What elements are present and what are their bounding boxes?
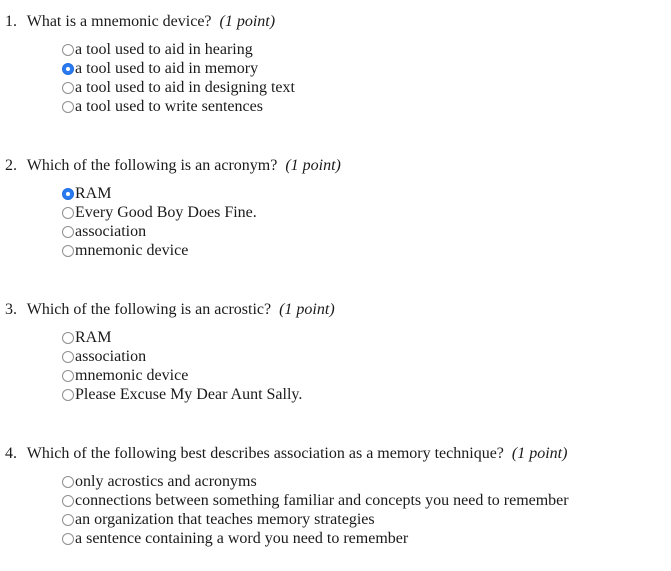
question-text: What is a mnemonic device? <box>26 13 212 30</box>
question-title <box>5 444 567 464</box>
radio-button[interactable] <box>62 332 74 344</box>
question-text: Which of the following is an acrostic? <box>26 301 272 318</box>
answer-option[interactable] <box>62 510 569 529</box>
question-title <box>5 156 341 176</box>
answer-label: a tool used to aid in hearing <box>75 41 253 58</box>
answer-label: a tool used to write sentences <box>75 98 263 115</box>
question-points: (1 point) <box>279 301 335 318</box>
answer-label: connections between something familiar and concepts you need to remember <box>75 492 569 509</box>
radio-button[interactable] <box>62 389 74 401</box>
answer-option[interactable] <box>62 97 295 116</box>
radio-button[interactable] <box>62 207 74 219</box>
answer-label: mnemonic device <box>75 367 189 384</box>
radio-button[interactable] <box>62 533 74 545</box>
question-number: 4. <box>5 445 17 462</box>
answer-label: a sentence containing a word you need to remember <box>75 530 409 547</box>
answer-label: Please Excuse My Dear Aunt Sally. <box>75 386 303 403</box>
radio-button[interactable] <box>62 476 74 488</box>
radio-button[interactable] <box>62 101 74 113</box>
answer-option[interactable] <box>62 222 257 241</box>
radio-button[interactable] <box>62 226 74 238</box>
answer-option[interactable] <box>62 59 295 78</box>
question-points: (1 point) <box>219 13 276 30</box>
question-number: 2. <box>5 157 17 174</box>
radio-button[interactable] <box>62 351 74 363</box>
radio-button[interactable] <box>62 514 74 526</box>
question-title <box>5 300 335 320</box>
question-title <box>5 12 275 32</box>
answer-label: association <box>75 223 147 240</box>
radio-button[interactable] <box>62 495 74 507</box>
answer-option[interactable] <box>62 491 569 510</box>
answer-label: RAM <box>75 329 112 346</box>
answer-label: mnemonic device <box>75 242 189 259</box>
answer-option[interactable] <box>62 529 569 548</box>
answer-options <box>62 184 257 260</box>
answer-label: RAM <box>75 185 112 202</box>
question-number: 3. <box>5 301 17 318</box>
question-text: Which of the following is an acronym? <box>26 157 278 174</box>
answer-option[interactable] <box>62 328 302 347</box>
question-number: 1. <box>5 13 17 30</box>
radio-button[interactable] <box>62 245 74 257</box>
question-points: (1 point) <box>285 157 341 174</box>
answer-options <box>62 40 295 116</box>
answer-options <box>62 472 569 548</box>
answer-option[interactable] <box>62 385 302 404</box>
radio-button[interactable] <box>62 82 74 94</box>
radio-button[interactable] <box>62 370 74 382</box>
answer-label: only acrostics and acronyms <box>75 473 257 490</box>
answer-label: a tool used to aid in designing text <box>75 79 295 96</box>
radio-button[interactable] <box>62 44 74 56</box>
answer-option[interactable] <box>62 40 295 59</box>
answer-label: Every Good Boy Does Fine. <box>75 204 257 221</box>
answer-label: association <box>75 348 147 365</box>
answer-option[interactable] <box>62 241 257 260</box>
answer-label: a tool used to aid in memory <box>75 60 259 77</box>
radio-button[interactable] <box>62 188 74 200</box>
question-points: (1 point) <box>511 445 568 462</box>
answer-label: an organization that teaches memory strategies <box>75 511 375 528</box>
answer-options <box>62 328 302 404</box>
question-text: Which of the following best describes association as a memory technique? <box>26 445 504 462</box>
radio-button[interactable] <box>62 63 74 75</box>
answer-option[interactable] <box>62 184 257 203</box>
answer-option[interactable] <box>62 78 295 97</box>
answer-option[interactable] <box>62 203 257 222</box>
answer-option[interactable] <box>62 347 302 366</box>
answer-option[interactable] <box>62 472 569 491</box>
answer-option[interactable] <box>62 366 302 385</box>
